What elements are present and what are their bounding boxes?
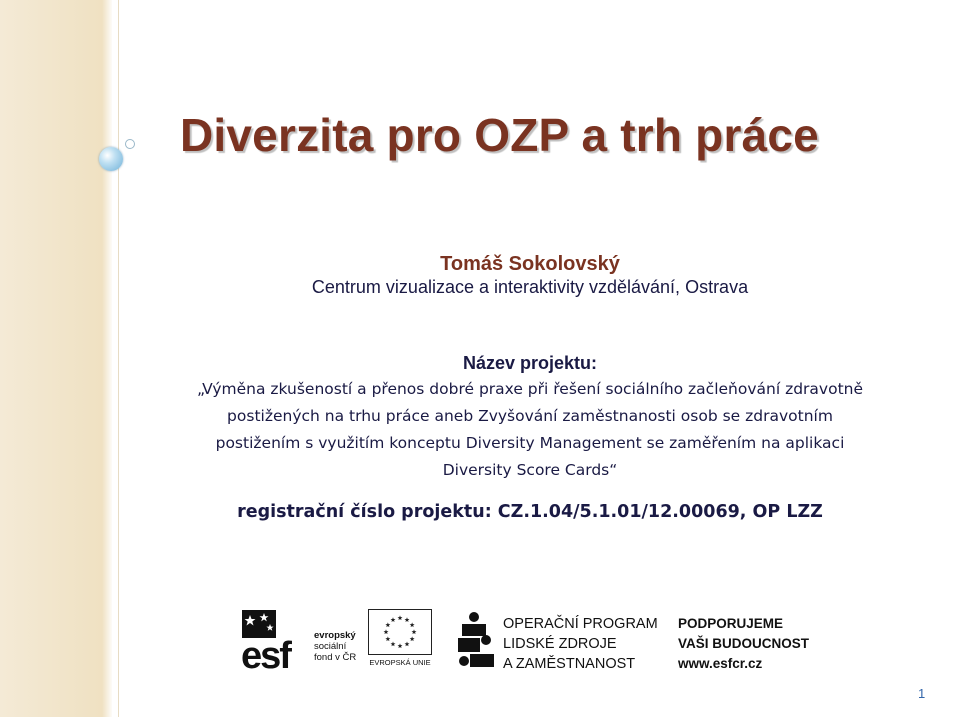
esf-caption-line: sociální	[314, 641, 347, 652]
support-line: VAŠI BUDOUCNOST	[678, 636, 810, 651]
slide-title: Diverzita pro OZP a trh práce	[180, 109, 819, 161]
eu-star-icon	[398, 615, 403, 620]
op-program-text	[503, 614, 673, 674]
eu-label: EVROPSKÁ UNIE	[369, 658, 431, 667]
eu-flag-icon	[368, 609, 432, 655]
project-line: Diversity Score Cards“	[442, 461, 618, 479]
project-title-text	[140, 376, 920, 484]
bubble-decoration-large	[99, 147, 123, 171]
author-organization: Centrum vizualizace a interaktivity vzdělávání, Ostrava	[311, 277, 749, 297]
esf-logo-wordmark: esf	[241, 635, 290, 670]
support-website: www.esfcr.cz	[678, 656, 763, 671]
project-line: postižením s využitím konceptu Diversity Management se zaměřením na aplikaci	[215, 434, 845, 452]
registration-number: registrační číslo projektu: CZ.1.04/5.1.01/12.00069, OP LZZ	[237, 502, 823, 522]
op-text-line: OPERAČNÍ PROGRAM	[503, 616, 658, 632]
eu-star-icon	[391, 617, 396, 622]
bubble-decoration-small	[125, 139, 135, 149]
esf-caption-line: fond v ČR	[314, 652, 357, 663]
support-line: PODPORUJEME	[678, 616, 784, 631]
author-block	[120, 252, 940, 298]
eu-logo	[364, 609, 434, 671]
eu-star-icon	[398, 643, 403, 648]
support-text	[678, 614, 838, 674]
project-line: postižených na trhu práce aneb Zvyšování zaměstnanosti osob se zdravotním	[227, 407, 833, 425]
eu-star-icon	[412, 629, 417, 634]
esf-caption-line: evropský	[314, 630, 356, 641]
op-lzz-logo-icon	[456, 611, 500, 669]
eu-star-icon	[410, 636, 415, 641]
left-decorative-band	[0, 0, 112, 717]
eu-star-icon	[385, 622, 390, 627]
eu-star-icon	[405, 617, 410, 622]
op-text-line: LIDSKÉ ZDROJE	[503, 636, 617, 652]
eu-star-icon	[391, 642, 396, 647]
op-text-line: A ZAMĚSTNANOST	[503, 656, 636, 672]
page-number: 1	[918, 686, 926, 701]
project-line: „Výměna zkušeností a přenos dobré praxe při řešení sociálního začleňování zdravotně	[196, 380, 864, 398]
vertical-divider	[118, 0, 119, 717]
author-name: Tomáš Sokolovský	[440, 253, 620, 275]
eu-star-icon	[384, 629, 389, 634]
project-block	[140, 352, 920, 484]
eu-star-icon	[385, 636, 390, 641]
project-heading: Název projektu:	[462, 353, 598, 373]
eu-star-icon	[405, 642, 410, 647]
eu-star-icon	[410, 622, 415, 627]
